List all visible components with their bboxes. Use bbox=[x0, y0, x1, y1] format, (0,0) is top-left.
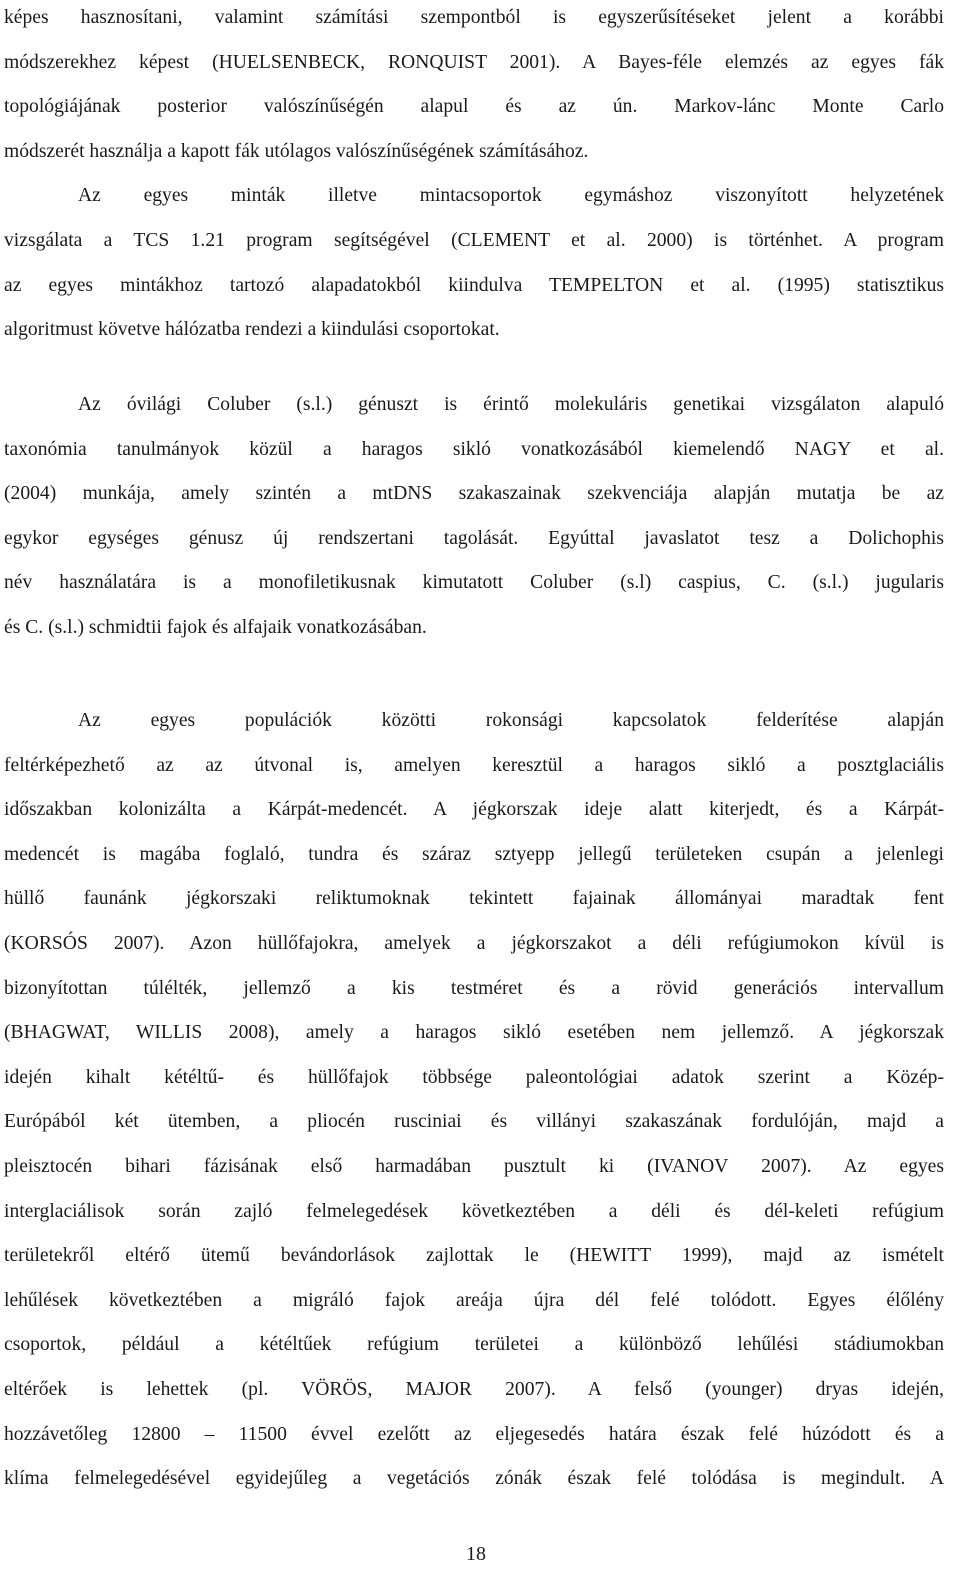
text-line: név használatára is a monofiletikusnak kimutatott Coluber (s.l) caspius, C. (s.l.) jugularis bbox=[4, 572, 944, 594]
paragraph-coluber bbox=[4, 383, 944, 651]
text-line: időszakban kolonizálta a Kárpát-medencét. A jégkorszak ideje alatt kiterjedt, és a Kárpát- bbox=[4, 799, 944, 821]
text-line: hüllő faunánk jégkorszaki reliktumoknak tekintett fajainak állományai maradtak fent bbox=[4, 888, 944, 910]
text-line: taxonómia tanulmányok közül a haragos sikló vonatkozásából kiemelendő NAGY et al. bbox=[4, 438, 944, 460]
text-line: Az egyes populációk közötti rokonsági kapcsolatok felderítése alapján bbox=[78, 710, 944, 731]
text-line: módszerekhez képest (HUELSENBECK, RONQUIST 2001). A Bayes-féle elemzés az egyes fák bbox=[4, 51, 944, 73]
text-line: az egyes mintákhoz tartozó alapadatokból kiindulva TEMPELTON et al. (1995) statisztikus bbox=[4, 274, 944, 296]
text-line: képes hasznosítani, valamint számítási szempontból is egyszerűsítéseket jelent a korábbi bbox=[4, 7, 944, 28]
text-line: eltérőek is lehettek (pl. VÖRÖS, MAJOR 2007). A felső (younger) dryas idején, bbox=[4, 1378, 944, 1400]
text-line: Európából két ütemben, a pliocén rusciniai és villányi szakaszának fordulóján, majd a bbox=[4, 1111, 944, 1133]
text-line: pleisztocén bihari fázisának első harmadában pusztult ki (IVANOV 2007). Az egyes bbox=[4, 1155, 944, 1177]
text-line: lehűlések következtében a migráló fajok areája újra dél felé tolódott. Egyes élőlény bbox=[4, 1289, 944, 1311]
text-line: és C. (s.l.) schmidtii fajok és alfajaik vonatkozásában. bbox=[4, 616, 427, 638]
text-line: medencét is magába foglaló, tundra és száraz sztyepp jellegű területeken csupán a jelenlegi bbox=[4, 843, 944, 865]
paragraph-bayes-tcs bbox=[4, 0, 944, 353]
text-line: egykor egységes génusz új rendszertani tagolását. Egyúttal javaslatot tesz a Dolichophis bbox=[4, 527, 944, 549]
paragraph-populations bbox=[4, 699, 944, 1502]
text-line: interglaciálisok során zajló felmelegedések következtében a déli és dél-keleti refúgium bbox=[4, 1200, 944, 1222]
text-line: Az egyes minták illetve mintacsoportok egymáshoz viszonyított helyzetének bbox=[78, 185, 944, 207]
text-line: klíma felmelegedésével egyidejűleg a vegetációs zónák észak felé tolódása is megindult. A bbox=[4, 1468, 944, 1490]
text-line: idején kihalt kétéltű- és hüllőfajok többsége paleontológiai adatok szerint a Közép- bbox=[4, 1066, 944, 1088]
text-line: topológiájának posterior valószínűségén alapul és az ún. Markov-lánc Monte Carlo bbox=[4, 96, 944, 118]
text-line: területekről eltérő ütemű bevándorlások zajlottak le (HEWITT 1999), majd az ismételt bbox=[4, 1245, 944, 1267]
text-line: (KORSÓS 2007). Azon hüllőfajokra, amelyek a jégkorszakot a déli refúgiumokon kívül is bbox=[4, 932, 944, 954]
text-line: módszerét használja a kapott fák utólagos valószínűségének számításához. bbox=[4, 140, 589, 162]
text-line: feltérképezhető az az útvonal is, amelyen keresztül a haragos sikló a posztglaciális bbox=[4, 754, 944, 776]
text-line: (BHAGWAT, WILLIS 2008), amely a haragos sikló esetében nem jellemző. A jégkorszak bbox=[4, 1022, 944, 1044]
page-number: 18 bbox=[466, 1543, 486, 1565]
text-line: bizonyítottan túlélték, jellemző a kis testméret és a rövid generációs intervallum bbox=[4, 977, 944, 999]
text-line: vizsgálata a TCS 1.21 program segítségével (CLEMENT et al. 2000) is történhet. A program bbox=[4, 229, 944, 251]
text-line: (2004) munkája, amely szintén a mtDNS szakaszainak szekvenciája alapján mutatja be az bbox=[4, 483, 944, 505]
text-line: algoritmust követve hálózatba rendezi a kiindulási csoportokat. bbox=[4, 319, 500, 341]
text-line: csoportok, például a kétéltűek refúgium területei a különböző lehűlési stádiumokban bbox=[4, 1334, 944, 1356]
text-line: Az óvilági Coluber (s.l.) génuszt is érintő molekuláris genetikai vizsgálaton alapuló bbox=[78, 394, 944, 415]
text-line: hozzávetőleg 12800 – 11500 évvel ezelőtt az eljegesedés határa észak felé húzódott és a bbox=[4, 1423, 944, 1445]
